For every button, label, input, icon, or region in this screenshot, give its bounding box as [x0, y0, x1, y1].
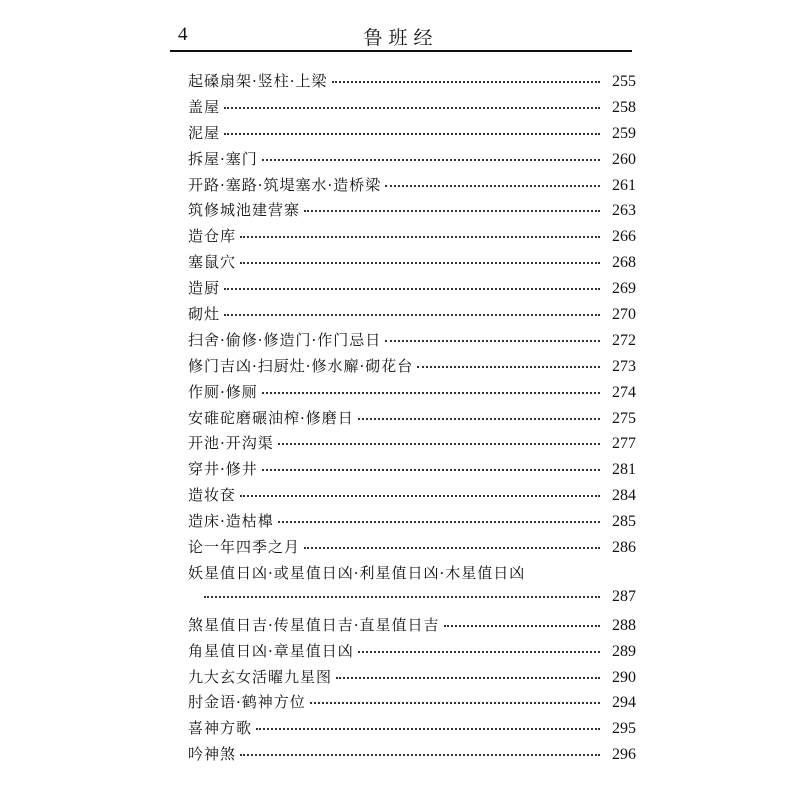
dot-leader	[417, 366, 600, 368]
toc-entry-page: 296	[612, 746, 636, 764]
toc-entry-page: 263	[612, 202, 636, 220]
dot-leader	[240, 495, 600, 497]
toc-entry-title: 起磉扇架·竖柱·上梁	[188, 72, 328, 90]
dot-leader	[304, 210, 600, 212]
toc-entry-page: 258	[612, 98, 636, 116]
toc-entry-page: 268	[612, 254, 636, 272]
toc-entry[interactable]	[188, 122, 636, 148]
toc-entry-page: 289	[612, 642, 636, 660]
toc-entry-page: 259	[612, 124, 636, 142]
toc-entry-title: 角星值日凶·章星值日凶	[188, 641, 354, 660]
toc-entry-page: 255	[612, 73, 636, 90]
dot-leader	[310, 702, 600, 704]
toc-entry-page: 269	[612, 280, 636, 298]
toc-entry-page: 270	[612, 306, 636, 324]
toc-entry[interactable]	[188, 407, 636, 433]
toc-entry-title: 吟神煞	[188, 745, 237, 764]
toc-entry[interactable]	[188, 174, 636, 200]
dot-leader	[224, 107, 600, 109]
toc-entry-page: 290	[612, 668, 636, 686]
toc-entry-title: 造厨	[188, 279, 221, 298]
toc-entry-title: 论一年四季之月	[188, 538, 301, 557]
toc-entry[interactable]	[188, 251, 636, 277]
toc-entry-page: 281	[612, 461, 636, 479]
toc-entry-continuation	[188, 588, 636, 614]
toc-entry[interactable]	[188, 70, 636, 96]
toc-entry[interactable]	[188, 458, 636, 484]
toc-entry[interactable]	[188, 96, 636, 122]
dot-leader	[262, 469, 600, 471]
toc-entry-wrapped[interactable]	[188, 562, 636, 614]
page-header	[170, 22, 632, 48]
toc-entry[interactable]	[188, 484, 636, 510]
toc-entry-page: 277	[612, 435, 636, 453]
dot-leader	[358, 651, 600, 653]
toc-entry-title: 筑修城池建营寨	[188, 201, 301, 220]
toc-entry[interactable]	[188, 381, 636, 407]
table-of-contents	[188, 70, 636, 769]
toc-entry-title: 造床·造枯橰	[188, 512, 274, 531]
dot-leader	[444, 625, 600, 627]
dot-leader	[336, 677, 600, 679]
toc-entry-title: 煞星值日吉·传星值日吉·直星值日吉	[188, 615, 440, 634]
toc-entry-page: 260	[612, 150, 636, 168]
toc-entry[interactable]	[188, 277, 636, 303]
dot-leader	[262, 159, 600, 161]
toc-entry-title: 泥屋	[188, 123, 221, 142]
toc-entry-title: 塞鼠穴	[188, 253, 237, 272]
toc-entry-title: 九大玄女活曜九星图	[188, 667, 333, 686]
dot-leader	[262, 392, 600, 394]
toc-entry[interactable]	[188, 432, 636, 458]
dot-leader	[240, 262, 600, 264]
toc-entry[interactable]	[188, 199, 636, 225]
toc-entry-title: 开池·开沟渠	[188, 434, 274, 453]
toc-entry[interactable]	[188, 691, 636, 717]
toc-entry[interactable]	[188, 743, 636, 769]
toc-entry-page: 294	[612, 694, 636, 712]
dot-leader	[332, 81, 600, 83]
toc-entry-title: 造仓库	[188, 227, 237, 246]
toc-entry-page: 266	[612, 228, 636, 246]
dot-leader	[240, 236, 600, 238]
dot-leader	[224, 288, 600, 290]
toc-entry-title: 盖屋	[188, 97, 221, 116]
toc-entry[interactable]	[188, 303, 636, 329]
dot-leader	[385, 340, 600, 342]
dot-leader	[240, 754, 600, 756]
toc-entry[interactable]	[188, 666, 636, 692]
toc-entry[interactable]	[188, 148, 636, 174]
toc-entry-page: 273	[612, 357, 636, 375]
toc-entry-title: 开路·塞路·筑堤塞水·造桥梁	[188, 175, 382, 194]
toc-entry-page: 261	[612, 176, 636, 194]
toc-entry[interactable]	[188, 717, 636, 743]
toc-entry-page: 284	[612, 487, 636, 505]
toc-entry-title: 作厕·修厕	[188, 382, 258, 401]
dot-leader	[256, 728, 600, 730]
toc-entry-title: 安碓砣磨碾油榨·修磨日	[188, 408, 354, 427]
toc-entry-title: 扫舍·偷修·修造门·作门忌日	[188, 330, 382, 349]
toc-entry[interactable]	[188, 640, 636, 666]
toc-entry[interactable]	[188, 510, 636, 536]
toc-entry-page: 288	[612, 616, 636, 634]
toc-entry[interactable]	[188, 355, 636, 381]
toc-entry-title: 砌灶	[188, 305, 221, 324]
toc-entry-page: 272	[612, 331, 636, 349]
toc-entry-page: 274	[612, 383, 636, 401]
dot-leader	[278, 443, 600, 445]
dot-leader	[278, 521, 600, 523]
dot-leader	[358, 418, 600, 420]
toc-entry-title: 造妆奁	[188, 486, 237, 505]
toc-entry[interactable]	[188, 614, 636, 640]
dot-leader	[304, 547, 600, 549]
toc-entry[interactable]	[188, 225, 636, 251]
toc-entry[interactable]	[188, 329, 636, 355]
book-title: 鲁班经	[363, 27, 439, 49]
toc-entry-title: 修门吉凶·扫厨灶·修水廨·砌花台	[188, 356, 414, 375]
toc-entry-page: 287	[612, 587, 636, 605]
toc-entry-title: 喜神方歌	[188, 719, 253, 738]
toc-entry-title: 肘金语·鹤神方位	[188, 693, 306, 712]
page-number: 4	[178, 24, 188, 45]
toc-entry-page: 275	[612, 409, 636, 427]
toc-entry[interactable]	[188, 536, 636, 562]
toc-entry-page: 295	[612, 720, 636, 738]
header-rule	[170, 50, 632, 52]
toc-entry-page: 286	[612, 539, 636, 557]
toc-entry-title: 穿井·修井	[188, 460, 258, 479]
dot-leader	[224, 314, 600, 316]
toc-entry-title: 妖星值日凶·或星值日凶·利星值日凶·木星值日凶	[188, 563, 526, 582]
toc-entry-page: 285	[612, 513, 636, 531]
toc-entry-title: 拆屋·塞门	[188, 149, 258, 168]
dot-leader	[385, 185, 600, 187]
dot-leader	[204, 596, 600, 598]
dot-leader	[224, 133, 600, 135]
